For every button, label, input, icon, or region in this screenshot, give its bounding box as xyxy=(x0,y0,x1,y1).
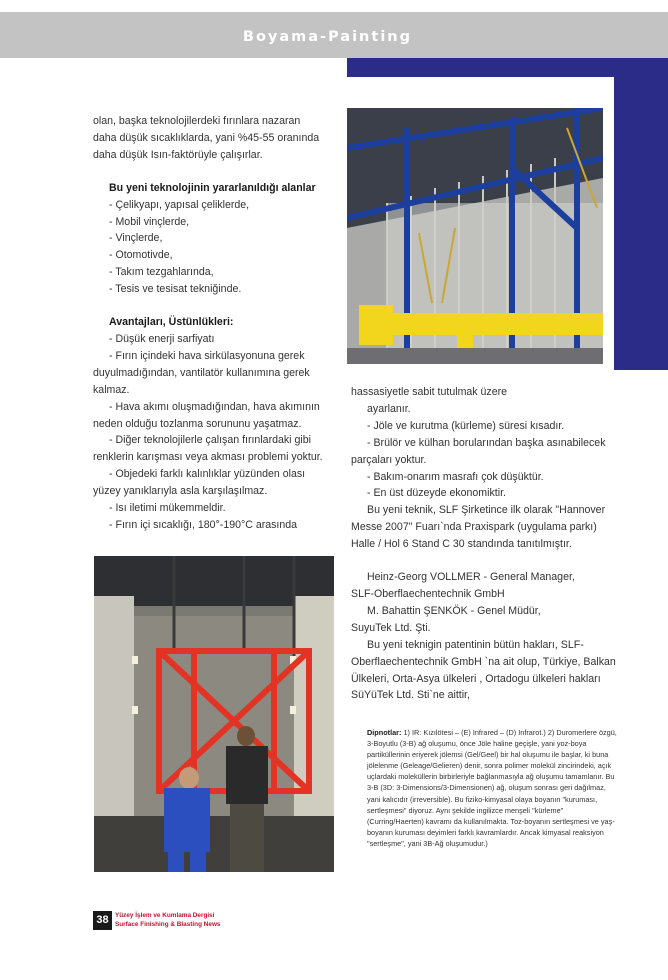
section-title: Boyama-Painting xyxy=(242,29,412,45)
signature-line: SuyuTek Ltd. Şti. xyxy=(351,621,431,634)
advantage-item: - Jöle ve kurutma (kürleme) süresi kısadır. xyxy=(367,419,565,432)
intro-line: daha düşük Isın-faktörüyle çalışırlar. xyxy=(93,148,263,161)
advantage-item: - Fırın içi sıcaklığı, 180°-190°C arasında xyxy=(109,518,298,531)
advantage-item: - Düşük enerji sarfiyatı xyxy=(109,332,215,345)
area-item: - Otomotivde, xyxy=(109,249,173,262)
area-item: - Tesis ve tesisat tekniğinde. xyxy=(109,283,242,296)
intro-line: olan, başka teknolojilerdeki fırınlara nazaran xyxy=(93,115,301,127)
magazine-name-tr: Yüzey İşlem ve Kumlama Dergisi xyxy=(115,912,215,919)
advantage-item: - En üst düzeyde ekonomiktir. xyxy=(367,487,506,500)
magazine-name xyxy=(115,912,220,929)
intro-line: daha düşük sıcaklıklarda, yani %45-55 oranında xyxy=(93,131,320,144)
footnotes-label: Dipnotlar: xyxy=(367,728,402,737)
advantage-item: - Hava akımı oluşmadığından, hava akımının neden olduğu tozlanma sorununu yaşatmaz. xyxy=(93,400,320,430)
area-item: - Çelikyapı, yapısal çeliklerde, xyxy=(109,198,250,211)
advantage-item: - Objedeki farklı kalınlıklar yüzünden olası yüzey yanıklarıyla asla karşılaşılmaz. xyxy=(93,468,306,498)
advantage-item: - Brülör ve külhan borularından başka asınabilecek parçaları yoktur. xyxy=(351,436,606,466)
continuation-line: hassasiyetle sabit tutulmak üzere xyxy=(351,386,508,398)
continuation-line: ayarlanır. xyxy=(367,402,411,415)
magazine-name-en: Surface Finishing & Blasting News xyxy=(115,920,221,928)
advantages-heading: Avantajları, Üstünlükleri: xyxy=(109,316,234,329)
areas-heading: Bu yeni teknolojinin yararlanıldığı alanlar xyxy=(109,181,316,194)
page-number: 38 xyxy=(93,911,112,930)
workers-red-frame-photo xyxy=(94,556,334,872)
advantage-item: - Diğer teknolojilerle çalışan fırınlardaki gibi renklerin karışması veya akması problemi yoktur. xyxy=(93,434,323,464)
right-text-column xyxy=(351,384,619,704)
photo-frame-rail xyxy=(614,58,668,370)
advantage-item: - Isı iletimi mükemmeldir. xyxy=(109,502,226,515)
rights-paragraph: Bu yeni teknigin patentinin bütün hakları, SLF-Oberflaechentechnik GmbH `na ait olup, Türkiye, Balkan Ülkeleri, Orta-Asya ülkeleri , Ortadogu ülkeleri hakları SüYüTek Ltd. Sti`ne aittir, xyxy=(351,638,616,702)
signature-line: SLF-Oberflaechentechnik GmbH xyxy=(351,587,505,600)
signature-line: Heinz-Georg VOLLMER - General Manager, xyxy=(367,571,575,584)
footnotes xyxy=(367,727,619,849)
advantage-item: - Fırın içindeki hava sirkülasyonuna gerek duyulmadığından, vantilatör kullanımına gerek kalmaz. xyxy=(93,349,310,396)
advantage-item: - Bakım-onarım masrafı çok düşüktür. xyxy=(367,470,544,483)
area-item: - Takım tezgahlarında, xyxy=(109,266,214,279)
area-item: - Mobil vinçlerde, xyxy=(109,215,190,228)
signature-line: M. Bahattin ŞENKÖK - Genel Müdür, xyxy=(367,604,541,617)
footnotes-text: 1) IR: Kızılötesi – (E) Infrared – (D) Infrarot.) 2) Duromerlere özgü, 3-Boyutlu (3-B) ağ oluşumu, önce Jöle haline geçişle, yani yoz-boya partiküllerinin eriyerek jölemsi (Gel/Geel) bir hal oluşumu ile başlar, ki buna jölelenme (Geleage/Gelieren) denir, sonra polimer molekül zincirindeki, açık uçlardaki moleküllerin birbirleriyle bağlanmasıyla ağ oluşumu tamamlanır. Bu 3-B (3D: 3-Dimensions/3-Dimensionen) ağ, oluşum sonrası geri dağılmaz, yani kalıcıdır (irreversible). Bu fiziko-kimyasal olaya boyanın "kuruması, sertleşmesi" diyoruz. Aynı şekilde ingilizce menşeli "kürleme" (Curring/Haerten) kavramı da kullanılmakta. Toz-boyanın sertleşmesi ve yaş-boyanın kuruması deyimleri farklı kavramlardır. Ancak kimyasal reaksiyon "sertleşme", yani 3B-Ağ oluşumudur.) xyxy=(367,728,617,848)
announcement-paragraph: Bu yeni teknik, SLF Şirketince ilk olarak "Hannover Messe 2007" Fuarı`nda Praxispark (uygulama parkı) Halle / Hol 6 Stand C 30 standında tanıtılmıştır. xyxy=(351,504,606,551)
area-item: - Vinçlerde, xyxy=(109,232,163,245)
left-text-column xyxy=(93,113,333,534)
oven-interior-photo xyxy=(347,108,603,364)
